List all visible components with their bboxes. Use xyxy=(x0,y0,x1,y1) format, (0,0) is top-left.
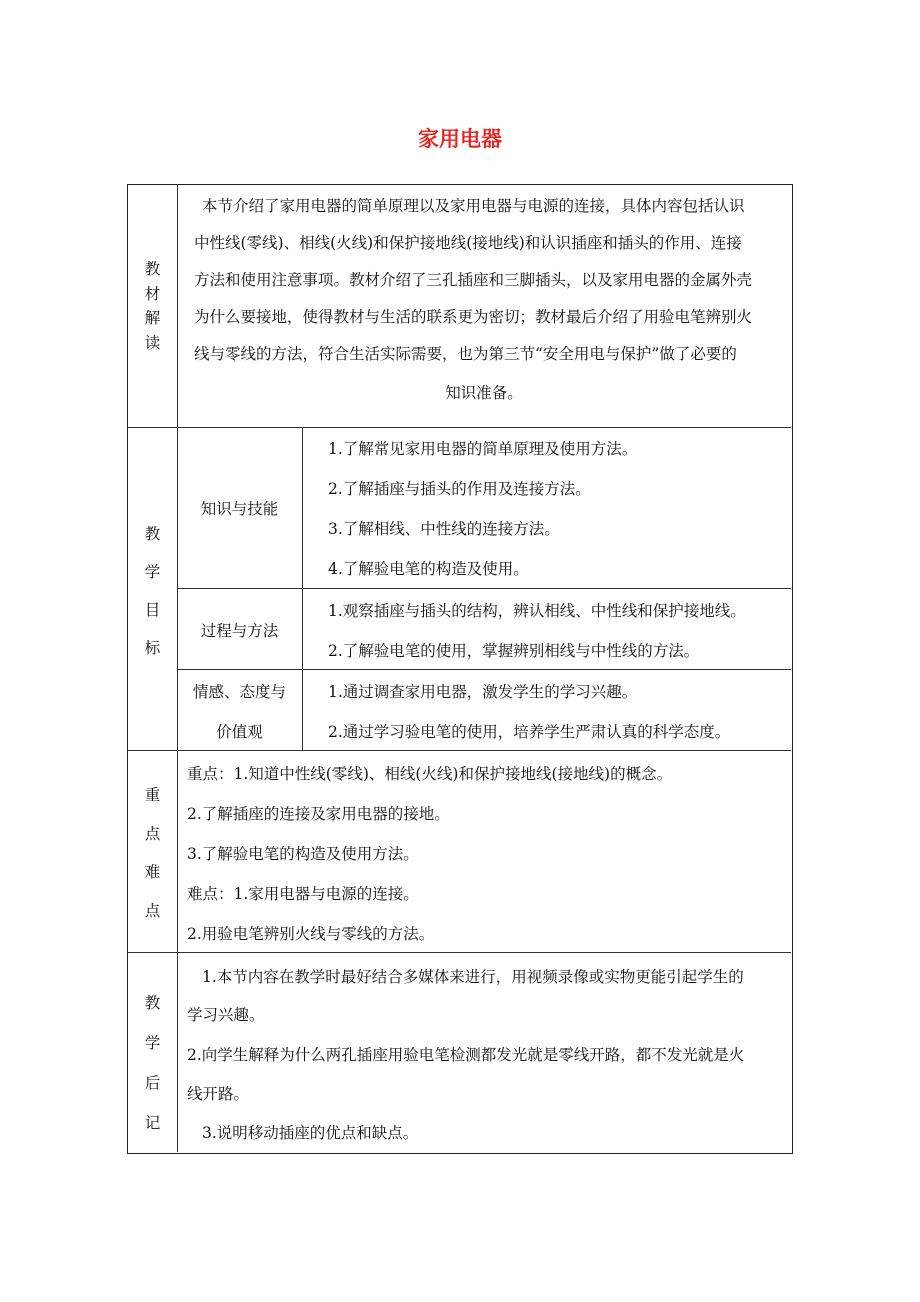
divider xyxy=(177,588,791,589)
objective-item: 3.了解相线、中性线的连接方法。 xyxy=(328,520,560,538)
section-label-zhongdian xyxy=(128,776,177,930)
section-label-mubiao xyxy=(128,515,177,667)
reflection-line: 线开路。 xyxy=(187,1085,250,1103)
objective-item: 1.了解常见家用电器的简单原理及使用方法。 xyxy=(328,440,638,458)
lesson-table xyxy=(127,184,793,1154)
jiaocai-text-line: 线与零线的方法，符合生活实际需要，也为第三节“安全用电与保护”做了必要的 xyxy=(194,345,737,363)
key-point-line: 2.用验电笔辨别火线与零线的方法。 xyxy=(187,925,435,943)
label-char: 学 xyxy=(144,1034,161,1052)
label-char: 难 xyxy=(144,863,161,881)
reflection-line: 学习兴趣。 xyxy=(187,1006,265,1024)
label-char: 点 xyxy=(144,901,161,920)
reflection-line: 1.本节内容在教学时最好结合多媒体来进行，用视频录像或实物更能引起学生的 xyxy=(202,968,744,986)
objective-item: 2.了解验电笔的使用，掌握辨别相线与中性线的方法。 xyxy=(328,642,700,660)
label-char: 解 xyxy=(144,309,161,327)
label-char: 读 xyxy=(144,333,161,352)
jiaocai-text-line: 方法和使用注意事项。教材介绍了三孔插座和三脚插头，以及家用电器的金属外壳 xyxy=(194,271,753,289)
section-label-houji xyxy=(128,983,177,1143)
reflection-line: 3.说明移动插座的优点和缺点。 xyxy=(202,1124,419,1142)
divider xyxy=(128,427,791,428)
label-char: 目 xyxy=(144,601,161,619)
jiaocai-text-line: 为什么要接地，使得教材与生活的联系更为密切；教材最后介绍了用验电笔辨别火 xyxy=(194,308,753,326)
key-point-line: 难点：1.家用电器与电源的连接。 xyxy=(187,885,419,903)
objective-item: 1.通过调查家用电器，激发学生的学习兴趣。 xyxy=(328,683,638,701)
label-char: 学 xyxy=(144,563,161,581)
label-char: 教 xyxy=(144,525,161,543)
label-char: 后 xyxy=(144,1074,161,1092)
key-point-line: 3.了解验电笔的构造及使用方法。 xyxy=(187,845,419,863)
divider xyxy=(128,750,791,751)
label-char: 重 xyxy=(144,786,161,804)
label-char: 教 xyxy=(144,994,161,1012)
divider xyxy=(128,952,791,953)
objective-item: 2.了解插座与插头的作用及连接方法。 xyxy=(328,480,591,498)
key-point-line: 重点：1.知道中性线(零线)、相线(火线)和保护接地线(接地线)的概念。 xyxy=(187,765,673,783)
objective-item: 4.了解验电笔的构造及使用。 xyxy=(328,560,529,578)
objective-item: 2.通过学习验电笔的使用，培养学生严肃认真的科学态度。 xyxy=(328,723,731,741)
section-label-jiaocai xyxy=(128,257,177,355)
objective-name: 知识与技能 xyxy=(200,500,279,518)
jiaocai-text-line: 知识准备。 xyxy=(445,384,523,402)
page-title: 家用电器 xyxy=(418,127,502,151)
label-char: 标 xyxy=(144,639,161,657)
objective-name: 过程与方法 xyxy=(200,622,279,640)
jiaocai-text-line: 中性线(零线)、相线(火线)和保护接地线(接地线)和认识插座和插头的作用、连接 xyxy=(194,234,742,252)
label-char: 记 xyxy=(144,1114,161,1132)
label-char: 材 xyxy=(144,284,161,303)
objective-item: 1.观察插座与插头的结构，辨认相线、中性线和保护接地线。 xyxy=(328,602,746,620)
divider xyxy=(177,669,791,670)
label-char: 点 xyxy=(144,824,161,843)
reflection-line: 2.向学生解释为什么两孔插座用验电笔检测都发光就是零线开路，都不发光就是火 xyxy=(187,1046,745,1064)
key-point-line: 2.了解插座的连接及家用电器的接地。 xyxy=(187,805,450,823)
objective-name: 价值观 xyxy=(216,723,263,741)
jiaocai-text-line: 本节介绍了家用电器的简单原理以及家用电器与电源的连接，具体内容包括认识 xyxy=(202,197,745,215)
label-char: 教 xyxy=(144,260,161,278)
objective-name: 情感、态度与 xyxy=(192,683,286,701)
